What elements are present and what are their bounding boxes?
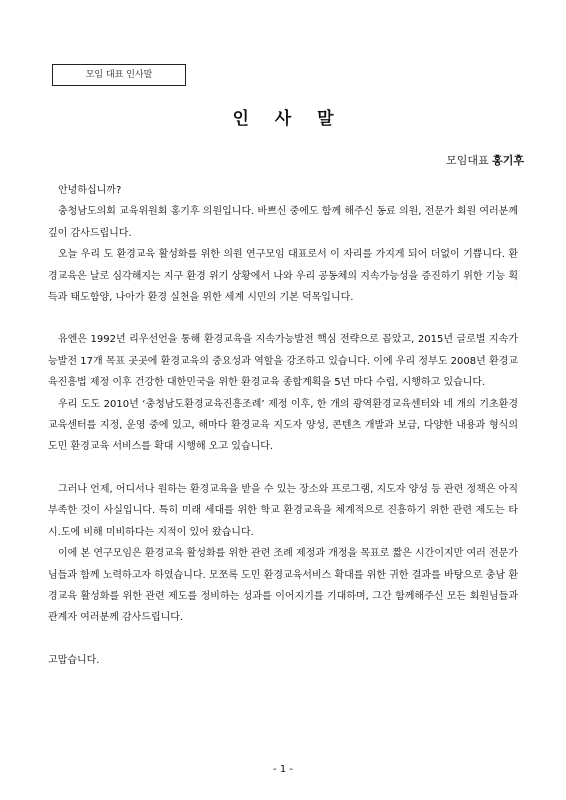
letter-body xyxy=(48,180,518,671)
page-number: - 1 - xyxy=(273,764,293,775)
paragraph-purpose: 오늘 우리 도 환경교육 활성화를 위한 의원 연구모임 대표로서 이 자리를 가지게 되어 더없이 기쁩니다. 환경교육은 날로 심각해지는 지구 환경 위기 상황에서 나와 우리 공동체의 지속가능성을 증진하기 위한 기능 획득과 태도함양, 나아가 환경 실천을 위한 세계 시민의 기본 덕목입니다. xyxy=(48,249,518,304)
paragraph-issues: 그러나 언제, 어디서나 원하는 환경교육을 받을 수 있는 장소와 프로그램, 지도자 양성 등 관련 정책은 아직 부족한 것이 사실입니다. 특히 미래 세대를 위한 학교 환경교육을 체계적으로 진흥하기 위한 관련 제도는 타 시.도에 비해 미비하다는 지적이 있어 왔습니다. xyxy=(48,483,518,538)
page-title: 인 사 말 xyxy=(232,109,344,129)
signer-name: 홍기후 xyxy=(492,154,524,167)
paragraph-goal: 이에 본 연구모임은 환경교육 활성화를 위한 관련 조례 제정과 개정을 목표로 짧은 시간이지만 여러 전문가님들과 함께 노력하고자 하였습니다. 모쪼록 도민 환경교육서비스 확대를 위한 귀한 결과를 바탕으로 충남 환경교육 활성화를 위한 관련 제도를 정비하는 성과를 이어지기를 기대하며, 그간 함께해주신 모든 회원님들과 관계자 여러분께 감사드립니다. xyxy=(48,548,518,624)
section-tag: 모임 대표 인사말 xyxy=(52,64,186,86)
paragraph-closing: 고맙습니다. xyxy=(48,654,100,666)
signer-role: 모임대표 xyxy=(446,154,489,167)
paragraph-intro: 충청남도의회 교육위원회 홍기후 의원입니다. 바쁘신 중에도 함께 해주신 동료 의원, 전문가 회원 여러분께 깊이 감사드립니다. xyxy=(48,206,518,239)
paragraph-un: 유엔은 1992년 리우선언을 통해 환경교육을 지속가능발전 핵심 전략으로 꼽았고, 2015년 글로벌 지속가능발전 17개 목표 곳곳에 환경교육의 중요성과 역할을 강조하고 있습니다. 이에 우리 정부도 2008년 환경교육진흥법 제정 이후 건강한 대한민국을 위한 환경교육 종합계획을 5년 마다 수립, 시행하고 있습니다. xyxy=(48,334,518,389)
paragraph-greeting: 안녕하십니까? xyxy=(58,185,122,196)
signer-line xyxy=(446,152,524,168)
paragraph-province: 우리 도도 2010년 ‘충청남도환경교육진흥조례’ 제정 이후, 한 개의 광역환경교육센터와 네 개의 기초환경교육센터를 지정, 운영 중에 있고, 해마다 환경교육 지도자 양성, 콘텐츠 개발과 보급, 다양한 내용과 형식의 도민 환경교육 서비스를 확대 시행해 오고 있습니다. xyxy=(48,398,518,453)
